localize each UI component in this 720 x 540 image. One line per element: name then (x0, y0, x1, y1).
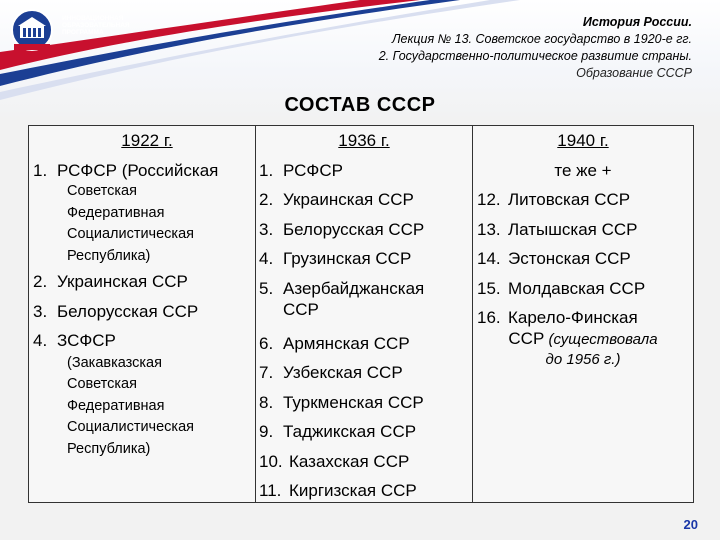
topic-title: Образование СССР (576, 66, 692, 80)
column-1936 (259, 126, 469, 506)
university-logo (10, 6, 130, 60)
list-item: 1. РСФСР (259, 160, 343, 180)
list-item: 3. Белорусская ССР (259, 219, 425, 239)
list-item: 14. Эстонская ССР (477, 249, 631, 268)
section-title: 2. Государственно-политическое развитие страны. (378, 49, 692, 63)
column-header-1922: 1922 г. (121, 131, 173, 150)
list-item: 5. Азербайджанская (259, 278, 425, 298)
item-note: ССР (существовала (508, 328, 658, 348)
lecture-title: Лекция № 13. Советское государство в 1920-е гг. (391, 32, 692, 46)
item-note: до 1956 г.) (545, 350, 621, 368)
column-header-1940: 1940 г. (557, 131, 609, 150)
list-item: 16. Карело-Финская (477, 308, 638, 327)
list-item: 12. Литовская ССР (477, 190, 631, 209)
list-item: 6. Армянская ССР (259, 333, 410, 353)
list-item: 13. Латышская ССР (477, 219, 638, 239)
same-as-before-note: те же + (554, 160, 612, 180)
column-1940 (477, 126, 689, 370)
column-header-1936: 1936 г. (338, 131, 390, 150)
list-item-continuation: ССР (283, 300, 319, 319)
list-item: 4. Грузинская ССР (259, 249, 412, 268)
column-1922 (33, 126, 253, 460)
list-item: 10. Казахская ССР (259, 451, 410, 471)
list-item: 4. ЗСФСР (33, 331, 116, 350)
column-divider (472, 126, 473, 502)
logo-caption: ИННОВАЦИОННАЯ ОБРАЗОВАТЕЛЬНАЯ ПРОГРАММА (62, 15, 130, 36)
list-item: 11. Киргизская ССР (259, 481, 417, 500)
list-item: 2. Украинская ССР (33, 272, 188, 291)
list-item: 1. РСФСР (Российская (33, 160, 219, 180)
list-item: 8. Туркменская ССР (259, 392, 424, 412)
list-item: 15. Молдавская ССР (477, 278, 646, 298)
course-title: История России. (582, 15, 692, 29)
list-item: 2. Украинская ССР (259, 190, 414, 209)
list-item: 7. Узбекская ССР (259, 363, 403, 382)
item-note: Советская Федеративная Социалистическая Республика) (67, 183, 195, 264)
page-number: 20 (683, 517, 698, 532)
list-item: 9. Таджикская ССР (259, 422, 417, 441)
ussr-composition-table (28, 125, 694, 503)
column-divider (255, 126, 256, 502)
lecture-header (379, 14, 692, 82)
emblem-icon (10, 6, 60, 56)
item-note: (Закавказская Советская Федеративная Социалистическая Республика) (67, 354, 195, 457)
slide-title: СОСТАВ СССР (284, 94, 436, 116)
list-item: 3. Белорусская ССР (33, 301, 199, 321)
